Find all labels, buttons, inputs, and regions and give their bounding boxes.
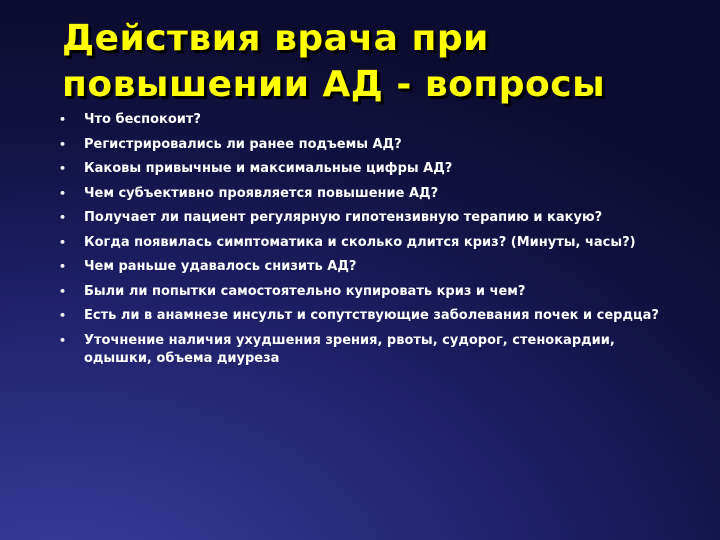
bullet-marker: • bbox=[59, 333, 67, 347]
bullet-text: Регистрировались ли ранее подъемы АД? bbox=[84, 136, 402, 152]
bullet-marker: • bbox=[59, 137, 67, 151]
bullet-item bbox=[58, 209, 678, 228]
bullet-text: Есть ли в анамнезе инсульт и сопутствующие заболевания почек и сердца? bbox=[84, 308, 659, 323]
bullet-list bbox=[58, 111, 678, 375]
bullet-marker: • bbox=[59, 113, 67, 126]
bullet-item bbox=[58, 185, 678, 204]
bullet-item bbox=[58, 136, 678, 155]
bullet-marker: • bbox=[59, 260, 67, 273]
bullet-item bbox=[58, 160, 678, 179]
bullet-text: Когда появилась симптоматика и сколько длится криз? (Минуты, часы?) bbox=[84, 234, 636, 250]
bullet-marker: • bbox=[59, 284, 67, 298]
bullet-text: Чем раньше удавалось снизить АД? bbox=[84, 259, 357, 274]
bullet-item bbox=[58, 332, 678, 369]
bullet-marker: • bbox=[59, 186, 67, 200]
bullet-text: Чем субъективно проявляется повышение АД? bbox=[84, 185, 439, 201]
bullet-marker: • bbox=[59, 235, 67, 249]
bullet-item bbox=[58, 307, 678, 326]
bullet-marker: • bbox=[59, 211, 67, 224]
bullet-text: Что беспокоит? bbox=[84, 112, 201, 127]
bullet-item bbox=[58, 258, 678, 277]
bullet-marker: • bbox=[59, 309, 67, 322]
bullet-item bbox=[58, 234, 678, 253]
slide-title bbox=[62, 16, 702, 108]
bullet-marker: • bbox=[59, 162, 67, 175]
bullet-text: Были ли попытки самостоятельно купировать криз и чем? bbox=[84, 283, 526, 299]
slide-title-line-1: Действия врача при bbox=[62, 18, 489, 59]
bullet-text: Уточнение наличия ухудшения зрения, рвоты, судорог, стенокардии, одышки, объема диуреза bbox=[84, 332, 615, 366]
bullet-text: Каковы привычные и максимальные цифры АД? bbox=[84, 161, 453, 176]
bullet-item bbox=[58, 111, 678, 130]
slide-title-line-2: повышении АД - вопросы bbox=[62, 64, 606, 105]
bullet-item bbox=[58, 283, 678, 302]
bullet-text: Получает ли пациент регулярную гипотензивную терапию и какую? bbox=[84, 210, 603, 225]
